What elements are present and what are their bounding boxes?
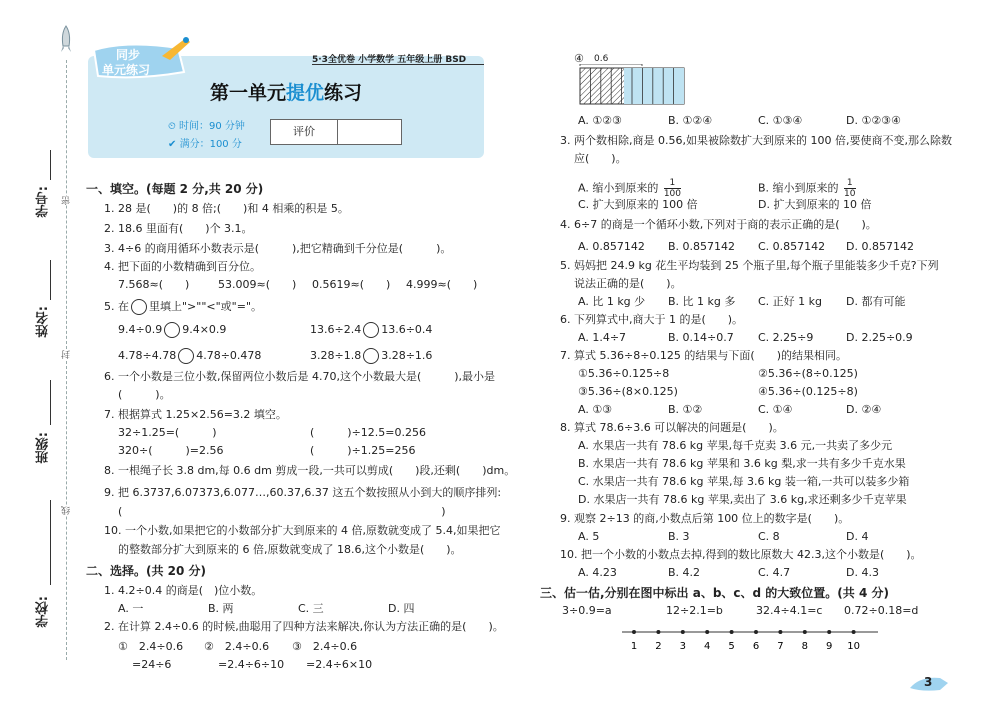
cut-mark-xian: 线 (62, 506, 72, 515)
s2-q5: 5. 妈妈把 24.9 kg 花生平均装到 25 个瓶子里,每个瓶子里能装多少千克?下列 (560, 259, 939, 272)
s1-q4: 4. 把下面的小数精确到百分位。 (104, 260, 261, 273)
s2-q10-optC[interactable]: C. 4.7 (758, 566, 791, 579)
s2-q4-optC[interactable]: C. 0.857142 (758, 240, 826, 253)
number-line-tick (852, 630, 856, 634)
number-line-tick (730, 630, 734, 634)
s2-q1: 1. 4.2÷0.4 的商是( )位小数。 (104, 584, 263, 597)
q5c-left: 4.78÷4.78 (118, 349, 177, 362)
number-line (620, 624, 882, 652)
rocket-deco-icon (160, 34, 194, 60)
time-text: 时间：90 分钟 (179, 121, 245, 132)
s1-q7c: 320÷( )=2.56 (118, 444, 224, 457)
decimal-grid-figure (578, 64, 686, 108)
s2-q2-m4-label: 0.6 (594, 54, 609, 64)
compare-circle[interactable] (363, 322, 379, 338)
s2-q3-optB[interactable] (758, 178, 856, 199)
page-number: 3 (924, 675, 933, 689)
badge-line2: 单元练习 (102, 63, 151, 77)
number-line-tick (656, 630, 660, 634)
s2-q7-optC[interactable]: C. ①④ (758, 403, 793, 416)
s2-q3: 3. 两个数相除,商是 0.56,如果被除数扩大到原来的 100 倍,要使商不变,那么除数 (560, 134, 952, 147)
badge-line1: 同步 (116, 48, 141, 62)
cut-mark-feng: 封 (62, 350, 72, 359)
page-title (210, 78, 362, 105)
q5d-left: 3.28÷1.8 (310, 349, 362, 362)
number-line-tick-label: 7 (777, 641, 784, 652)
s2-q2-optB[interactable]: B. ①②④ (668, 114, 713, 127)
s2-q2-m2b: =2.4÷6÷10 (218, 658, 285, 671)
cut-line (66, 60, 67, 660)
s1-q9b: ( ) (118, 505, 446, 518)
compare-circle[interactable] (363, 348, 379, 364)
score-text: 满分：100 分 (179, 139, 242, 150)
compare-circle[interactable] (164, 322, 180, 338)
number-line-tick-label: 6 (752, 641, 760, 652)
s2-q2-optC[interactable]: C. ①③④ (758, 114, 803, 127)
s1-q6: 6. 一个小数是三位小数,保留两位小数后是 4.70,这个小数最大是( ),最小是 (104, 370, 496, 383)
q5d-right: 3.28÷1.6 (381, 349, 433, 362)
s2-q1-optA[interactable]: A. 一 (118, 602, 144, 615)
number-line-tick (632, 630, 636, 634)
fraction-denominator: 10 (844, 189, 856, 199)
s2-q5-optD[interactable]: D. 都有可能 (846, 295, 906, 308)
s1-q1: 1. 28 是( )的 8 倍;( )和 4 相乘的积是 5。 (104, 202, 349, 215)
q5a-right: 9.4×0.9 (182, 323, 227, 336)
s1-q8: 8. 一根绳子长 3.8 dm,每 0.6 dm 剪成一段,一共可以剪成( )段,还剩( )dm。 (104, 464, 516, 477)
class-line (50, 380, 51, 425)
s2-q8-optA[interactable]: A. 水果店一共有 78.6 kg 苹果,每千克卖 3.6 元,一共卖了多少元 (578, 439, 893, 452)
s2-q2-m3b: =2.4÷6×10 (306, 658, 373, 671)
evaluation-field[interactable] (338, 120, 401, 144)
s2-q6-optD[interactable]: D. 2.25÷0.9 (846, 331, 913, 344)
s1-q7a: 32÷1.25=( ) (118, 426, 217, 439)
s1-q7d: ( )÷1.25=256 (310, 444, 416, 457)
clock-icon: ⏲ (168, 121, 176, 132)
number-line-tick-label: 8 (801, 641, 808, 652)
s2-q8-optC[interactable]: C. 水果店一共有 78.6 kg 苹果,每 3.6 kg 装一箱,一共可以装多少箱 (578, 475, 910, 488)
number-line-tick-label: 3 (679, 641, 686, 652)
s1-q5c (118, 348, 261, 364)
s2-q9-optD[interactable]: D. 4 (846, 530, 869, 543)
book-underline (312, 64, 484, 65)
s2-q7-o3: ③5.36÷(8×0.125) (578, 385, 678, 398)
compare-circle[interactable] (178, 348, 194, 364)
s2-q4-optA[interactable]: A. 0.857142 (578, 240, 645, 253)
s2-q3-optB-text: B. 缩小到原来的 (758, 181, 839, 195)
s2-q7: 7. 算式 5.36÷8÷0.125 的结果与下面( )的结果相同。 (560, 349, 847, 362)
s2-q2-m1b: =24÷6 (132, 658, 172, 671)
s1-q5 (104, 299, 262, 315)
s1-q5-pre: 5. 在 (104, 300, 129, 313)
s2-q4-optB[interactable]: B. 0.857142 (668, 240, 736, 253)
s2-q10-optA[interactable]: A. 4.23 (578, 566, 617, 579)
s2-q2-optA[interactable]: A. ①②③ (578, 114, 622, 127)
s2-q5-optB[interactable]: B. 比 1 kg 多 (668, 295, 736, 308)
student-id-line (50, 150, 51, 180)
school-label: 学校: (36, 596, 51, 628)
s1-q7b: ( )÷12.5=0.256 (310, 426, 426, 439)
s1-q4d: 4.999≈( ) (406, 278, 478, 291)
s2-q6-optA[interactable]: A. 1.4÷7 (578, 331, 627, 344)
s2-q5b: 说法正确的是( )。 (574, 277, 682, 290)
s2-q8-optD[interactable]: D. 水果店一共有 78.6 kg 苹果,卖出了 3.6 kg,求还剩多少千克苹果 (578, 493, 907, 506)
s2-q7-optB[interactable]: B. ①② (668, 403, 703, 416)
cut-mark-mi: 密 (62, 196, 72, 205)
s1-q5-post: 里填上">""<"或"="。 (149, 300, 263, 313)
student-id-label: 学号: (36, 186, 51, 218)
s1-q2: 2. 18.6 里面有( )个 3.1。 (104, 222, 253, 235)
s2-q8-optB[interactable]: B. 水果店一共有 78.6 kg 苹果和 3.6 kg 梨,求一共有多少千克水果 (578, 457, 906, 470)
fraction-numerator: 1 (664, 178, 681, 189)
s2-q2-m4: ④ (574, 52, 584, 65)
s2-q5-optC[interactable]: C. 正好 1 kg (758, 295, 823, 308)
s2-q2-m1a: ① 2.4÷0.6 (118, 640, 184, 653)
number-line-tick (705, 630, 709, 634)
q5c-right: 4.78÷0.478 (196, 349, 262, 362)
s2-q6: 6. 下列算式中,商大于 1 的是( )。 (560, 313, 744, 326)
name-label: 姓名: (36, 306, 51, 338)
s2-q1-optD[interactable]: D. 四 (388, 602, 415, 615)
s2-q7-optD[interactable]: D. ②④ (846, 403, 882, 416)
s1-q5b (310, 322, 432, 338)
s2-q9-optC[interactable]: C. 8 (758, 530, 780, 543)
s2-q6-optC[interactable]: C. 2.25÷9 (758, 331, 814, 344)
s3-expr-c: 32.4÷4.1=c (756, 604, 823, 617)
number-line-tick (803, 630, 807, 634)
s1-q4b: 53.009≈( ) (218, 278, 297, 291)
s3-expr-a: 3÷0.9=a (562, 604, 612, 617)
number-line-tick-label: 4 (704, 641, 711, 652)
section3-heading: 三、估一估,分别在图中标出 a、b、c、d 的大致位置。(共 4 分) (540, 586, 889, 600)
fraction-numerator: 1 (844, 178, 855, 189)
fraction-denominator: 100 (663, 189, 682, 199)
title-post: 练习 (324, 82, 363, 104)
s2-q7-o1: ①5.36÷0.125÷8 (578, 367, 670, 380)
number-line-tick (778, 630, 782, 634)
s2-q4: 4. 6÷7 的商是一个循环小数,下列对于商的表示正确的是( )。 (560, 218, 877, 231)
section1-heading: 一、填空。(每题 2 分,共 20 分) (86, 182, 264, 196)
section2-heading: 二、选择。(共 20 分) (86, 564, 207, 578)
s1-q3: 3. 4÷6 的商用循环小数表示是( ),把它精确到千分位是( )。 (104, 242, 452, 255)
s2-q9-optB[interactable]: B. 3 (668, 530, 690, 543)
s2-q10-optB[interactable]: B. 4.2 (668, 566, 701, 579)
s1-q4c: 0.5619≈( ) (312, 278, 391, 291)
s1-q7: 7. 根据算式 1.25×2.56=3.2 填空。 (104, 408, 287, 421)
q5a-left: 9.4÷0.9 (118, 323, 163, 336)
s2-q3-optA-text: A. 缩小到原来的 (578, 181, 659, 195)
s1-q6b: ( )。 (118, 388, 171, 401)
s2-q10: 10. 把一个小数的小数点去掉,得到的数比原数大 42.3,这个小数是( )。 (560, 548, 922, 561)
number-line-tick-label: 2 (655, 641, 662, 652)
title-highlight: 提优 (286, 82, 325, 104)
s3-expr-b: 12÷2.1=b (666, 604, 723, 617)
number-line-tick-label: 10 (847, 641, 860, 652)
s2-q2-m3a: ③ 2.4÷0.6 (292, 640, 358, 653)
number-line-tick (754, 630, 758, 634)
s1-q5a (118, 322, 226, 338)
s2-q3-optD[interactable]: D. 扩大到原来的 10 倍 (758, 198, 872, 211)
s2-q2: 2. 在计算 2.4÷0.6 的时候,曲聪用了四种方法来解决,你认为方法正确的是( )。 (104, 620, 504, 633)
number-line-tick (827, 630, 831, 634)
compare-circle (131, 299, 147, 315)
class-label: 班级: (36, 432, 51, 464)
s2-q8: 8. 算式 78.6÷3.6 可以解决的问题是( )。 (560, 421, 784, 434)
check-icon: ✔ (168, 139, 177, 150)
q5b-left: 13.6÷2.4 (310, 323, 362, 336)
page-number-badge (910, 674, 950, 692)
s2-q9-optA[interactable]: A. 5 (578, 530, 600, 543)
score-info (168, 135, 242, 150)
evaluation-box (270, 119, 402, 145)
time-info (168, 117, 245, 132)
s1-q10: 10. 一个小数,如果把它的小数部分扩大到原来的 4 倍,原数就变成了 5.4,如果把它 (104, 524, 501, 537)
s2-q6-optB[interactable]: B. 0.14÷0.7 (668, 331, 734, 344)
s2-q2-m2a: ② 2.4÷0.6 (204, 640, 270, 653)
number-line-tick-label: 9 (826, 641, 833, 652)
q5b-right: 13.6÷0.4 (381, 323, 433, 336)
s2-q10-optD[interactable]: D. 4.3 (846, 566, 879, 579)
s2-q2-optD[interactable]: D. ①②③④ (846, 114, 901, 127)
s1-q10b: 的整数部分扩大到原来的 6 倍,原数就变成了 18.6,这个小数是( )。 (118, 543, 462, 556)
s2-q9: 9. 观察 2÷13 的商,小数点后第 100 位上的数字是( )。 (560, 512, 850, 525)
s2-q7-o2: ②5.36÷(8÷0.125) (758, 367, 858, 380)
s2-q7-optA[interactable]: A. ①③ (578, 403, 613, 416)
s2-q3-optA[interactable] (578, 178, 681, 199)
name-line (50, 260, 51, 300)
rocket-icon (58, 24, 74, 56)
s3-expr-d: 0.72÷0.18=d (844, 604, 919, 617)
book-info: 5·3全优卷 小学数学 五年级上册 BSD (312, 55, 467, 65)
school-line (50, 500, 51, 585)
s2-q1-optC[interactable]: C. 三 (298, 602, 324, 615)
s2-q3-optC[interactable]: C. 扩大到原来的 100 倍 (578, 198, 698, 211)
number-line-tick (681, 630, 685, 634)
s2-q5-optA[interactable]: A. 比 1 kg 少 (578, 295, 646, 308)
s1-q4a: 7.568≈( ) (118, 278, 190, 291)
title-pre: 第一单元 (210, 82, 287, 104)
s1-q9: 9. 把 6.3737,6.07373,6.077…,60.37,6.37 这五个数按照从小到大的顺序排列: (104, 486, 502, 499)
s2-q7-o4: ④5.36÷(0.125÷8) (758, 385, 858, 398)
evaluation-label: 评价 (271, 120, 338, 144)
number-line-tick-label: 5 (728, 641, 735, 652)
s2-q3b: 应( )。 (574, 152, 627, 165)
number-line-tick-label: 1 (630, 641, 638, 652)
s2-q4-optD[interactable]: D. 0.857142 (846, 240, 914, 253)
s2-q1-optB[interactable]: B. 两 (208, 602, 234, 615)
s1-q5d (310, 348, 432, 364)
